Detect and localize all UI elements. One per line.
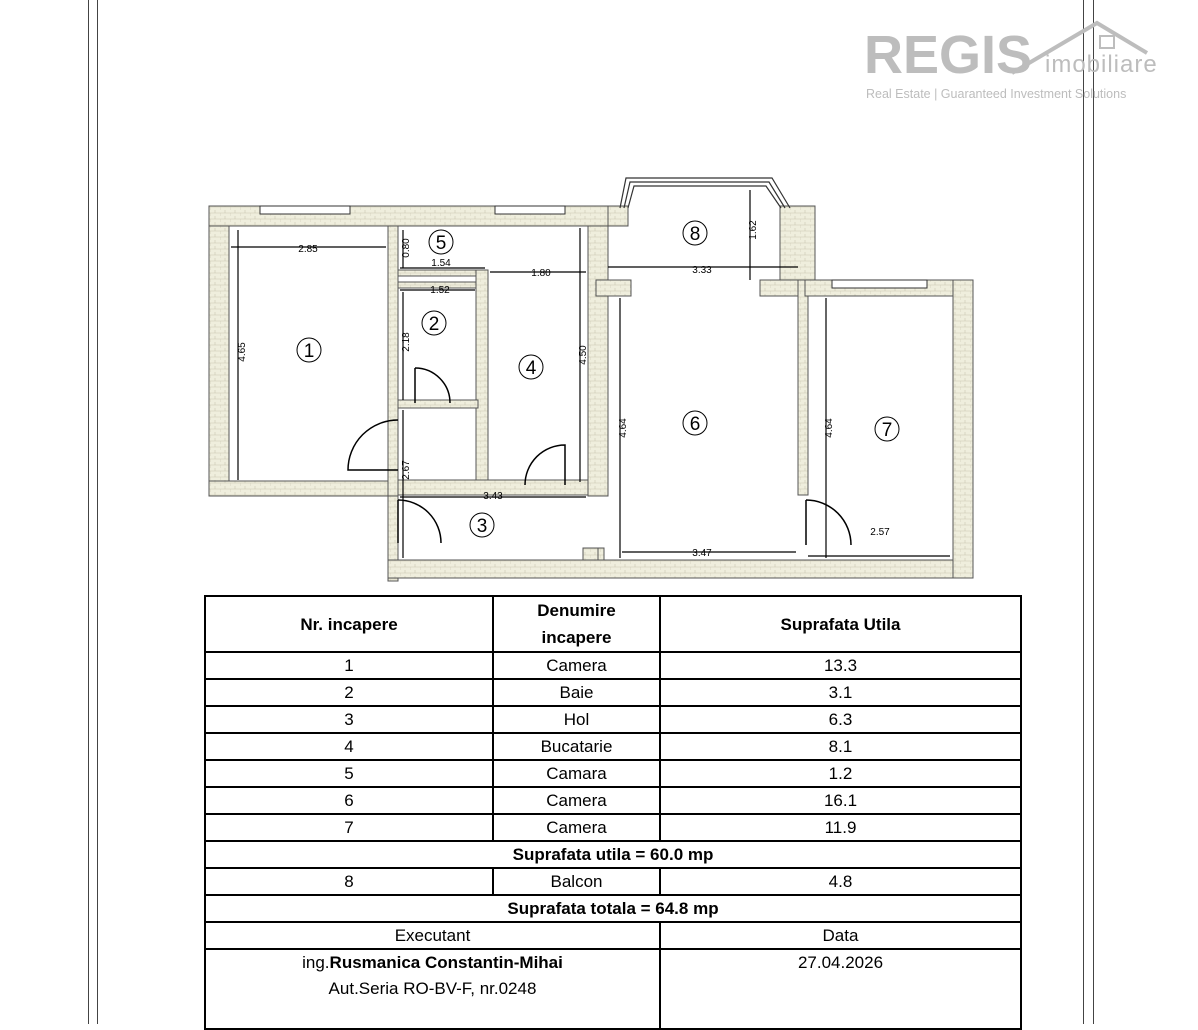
executant-line <box>206 950 659 976</box>
logo-tagline: Real Estate | Guaranteed Investment Solutions <box>866 87 1127 101</box>
row-nr: 1 <box>205 652 493 679</box>
room-number-1: 1 <box>303 341 315 362</box>
table-row <box>205 760 1021 787</box>
row-nr: 3 <box>205 706 493 733</box>
logo-suffix: imobiliare <box>1045 51 1158 78</box>
frame-line-left-inner <box>97 0 98 1024</box>
dim-r6-height: 4.64 <box>618 418 629 438</box>
row-area: 16.1 <box>660 787 1021 814</box>
row-name: Balcon <box>493 868 660 895</box>
dim-r2-width: 1.52 <box>430 285 450 296</box>
row-nr: 2 <box>205 679 493 706</box>
header-name-line1: Denumire <box>537 601 616 620</box>
dim-balcony-height: 1.62 <box>748 220 759 240</box>
room-number-3: 3 <box>476 516 488 537</box>
row-nr: 5 <box>205 760 493 787</box>
executant-prefix: ing. <box>302 953 330 972</box>
header-nr: Nr. incapere <box>205 596 493 652</box>
row-area: 4.8 <box>660 868 1021 895</box>
row-name: Camera <box>493 814 660 841</box>
table-row <box>205 706 1021 733</box>
frame-line-right-outer <box>1093 0 1094 1024</box>
header-name <box>493 596 660 652</box>
executant-label-row <box>205 922 1021 949</box>
frame-line-right-inner <box>1083 0 1084 1024</box>
room-number-7: 7 <box>881 420 893 441</box>
executant-row <box>205 949 1021 1029</box>
dim-balcony-width: 3.33 <box>692 265 712 276</box>
table-row <box>205 679 1021 706</box>
dim-r4-width: 1.80 <box>531 268 551 279</box>
date-label: Data <box>660 922 1021 949</box>
room-number-2: 2 <box>428 314 440 335</box>
date-value: 27.04.2026 <box>660 949 1021 1029</box>
dim-r1-height: 4.65 <box>237 342 248 362</box>
table-row <box>205 733 1021 760</box>
grand-total-row <box>205 895 1021 922</box>
row-area: 3.1 <box>660 679 1021 706</box>
row-name: Hol <box>493 706 660 733</box>
useful-total-row <box>205 841 1021 868</box>
row-area: 13.3 <box>660 652 1021 679</box>
frame-line-left-outer <box>88 0 89 1024</box>
logo-brand: REGIS <box>864 25 1033 85</box>
row-nr: 8 <box>205 868 493 895</box>
rooms-table <box>204 595 1022 1030</box>
executant-authorization: Aut.Seria RO-BV-F, nr.0248 <box>328 979 537 998</box>
table-row <box>205 652 1021 679</box>
floor-plan <box>195 170 985 585</box>
regis-logo <box>862 18 1192 108</box>
row-area: 11.9 <box>660 814 1021 841</box>
table-row <box>205 787 1021 814</box>
row-nr: 7 <box>205 814 493 841</box>
dim-hall-width: 3.43 <box>483 491 503 502</box>
row-area: 8.1 <box>660 733 1021 760</box>
dim-r2-height: 2.18 <box>401 332 412 352</box>
row-area: 6.3 <box>660 706 1021 733</box>
useful-total: Suprafata utila = 60.0 mp <box>205 841 1021 868</box>
dim-r7-height: 4.64 <box>824 418 835 438</box>
room-number-8: 8 <box>689 224 701 245</box>
room-number-5: 5 <box>435 233 447 254</box>
room-number-6: 6 <box>689 414 701 435</box>
table-row <box>205 814 1021 841</box>
header-area: Suprafata Utila <box>660 596 1021 652</box>
walls <box>209 206 973 581</box>
dim-r6-width: 3.47 <box>692 548 712 559</box>
table-header-row <box>205 596 1021 652</box>
dim-r1-width: 2.85 <box>298 244 318 255</box>
room-number-4: 4 <box>525 358 537 379</box>
dim-r5-width: 1.54 <box>431 258 451 269</box>
row-name: Camera <box>493 652 660 679</box>
executant-label: Executant <box>205 922 660 949</box>
dim-r7-width: 2.57 <box>870 527 890 538</box>
row-name: Camera <box>493 787 660 814</box>
row-name: Bucatarie <box>493 733 660 760</box>
grand-total: Suprafata totala = 64.8 mp <box>205 895 1021 922</box>
row-name: Camara <box>493 760 660 787</box>
dim-r5-height: 0.80 <box>401 238 412 258</box>
row-name: Baie <box>493 679 660 706</box>
executant-cell <box>205 949 660 1029</box>
balcony-row <box>205 868 1021 895</box>
executant-name: Rusmanica Constantin-Mihai <box>329 953 563 972</box>
dim-hall-height: 2.67 <box>401 460 412 480</box>
balcony-railing <box>620 178 790 208</box>
row-nr: 4 <box>205 733 493 760</box>
header-name-line2: incapere <box>541 628 612 647</box>
dim-r4-height: 4.50 <box>578 345 589 365</box>
row-area: 1.2 <box>660 760 1021 787</box>
row-nr: 6 <box>205 787 493 814</box>
logo-window-icon <box>1100 36 1114 48</box>
